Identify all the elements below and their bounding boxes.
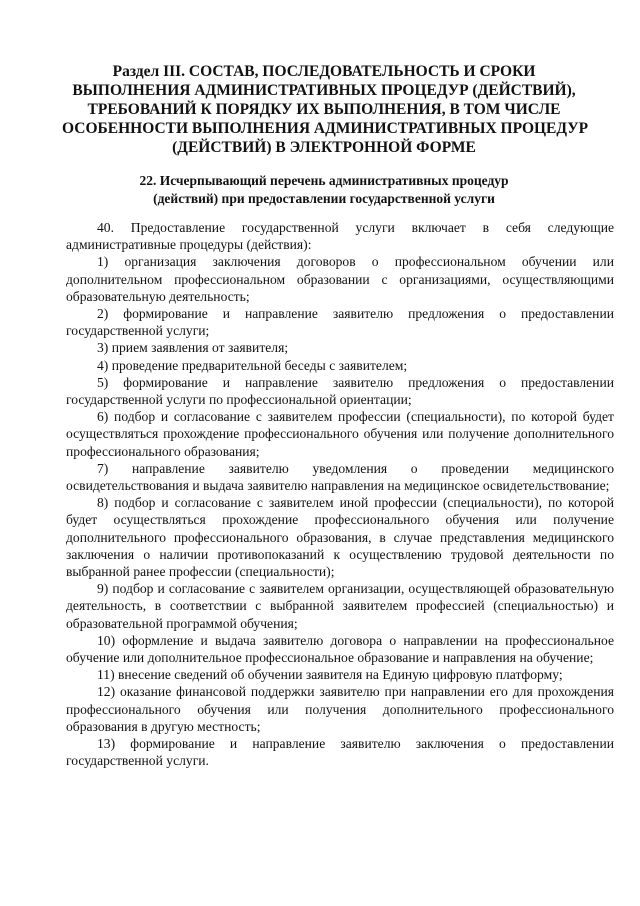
- list-item-4: 4) проведение предварительной беседы с заявителем;: [97, 357, 408, 373]
- section-title: [62, 62, 589, 157]
- section-title-line: ТРЕБОВАНИЙ К ПОРЯДКУ ИХ ВЫПОЛНЕНИЯ, В ТОМ ЧИСЛЕ: [87, 101, 561, 118]
- list-item-3: 3) прием заявления от заявителя;: [97, 340, 289, 356]
- list-item-13: 13) формирование и направление заявителю заключения о предоставлении государственной услуги.: [66, 736, 614, 769]
- list-item-10: 10) оформление и выдача заявителю договора о направлении на профессиональное обучение или дополнительное профессиональное образование и направления на обучение;: [66, 632, 614, 666]
- list-item-12: 12) оказание финансовой поддержки заявителю при направлении его для прохождения профессионального обучения или получения дополнительного профессионального образования в другую местность;: [66, 684, 614, 734]
- subsection-title-line: 22. Исчерпывающий перечень административных процедур: [139, 173, 509, 188]
- list-item-6: 6) подбор и согласование с заявителем профессии (специальности), по которой будет осуществляться прохождение профессионального обучения или получение дополнительного профессионального образования;: [66, 409, 614, 459]
- section-title-line: (ДЕЙСТВИЙ) В ЭЛЕКТРОННОЙ ФОРМЕ: [172, 139, 476, 156]
- body-text: [66, 219, 614, 770]
- list-item-8: 8) подбор и согласование с заявителем иной профессии (специальности), по которой будет осуществляться прохождение профессионального обучения или получение дополнительного профессионального образования, в случае представления медицинского заключения о наличии противопоказаний к осуществлению трудовой деятельности по выбранной ранее профессии (специальности);: [66, 495, 614, 580]
- subsection-title: [62, 172, 586, 208]
- section-title-line: ВЫПОЛНЕНИЯ АДМИНИСТРАТИВНЫХ ПРОЦЕДУР (ДЕЙСТВИЙ),: [72, 82, 576, 99]
- section-title-line: Раздел III. СОСТАВ, ПОСЛЕДОВАТЕЛЬНОСТЬ И СРОКИ: [112, 63, 536, 80]
- paragraph-40-intro: 40. Предоставление государственной услуги включает в себя следующие административные процедуры (действия):: [66, 220, 614, 253]
- section-title-line: ОСОБЕННОСТИ ВЫПОЛНЕНИЯ АДМИНИСТРАТИВНЫХ ПРОЦЕДУР: [62, 120, 589, 137]
- list-item-2: 2) формирование и направление заявителю предложения о предоставлении государственной услуги;: [66, 306, 614, 339]
- list-item-5: 5) формирование и направление заявителю предложения о предоставлении государственной услуги по профессиональной ориентации;: [66, 374, 614, 408]
- list-item-11: 11) внесение сведений об обучении заявителя на Единую цифровую платформу;: [97, 667, 563, 683]
- list-item-9: 9) подбор и согласование с заявителем организации, осуществляющей образовательную деятельность, в соответствии с выбранной заявителем профессией (специальностью) и образовательной программой обучения;: [66, 581, 614, 631]
- list-item-7: 7) направление заявителю уведомления о проведении медицинского освидетельствования и выдача заявителю направления на медицинское освидетельствование;: [66, 460, 614, 494]
- subsection-title-line: (действий) при предоставлении государственной услуги: [153, 191, 495, 206]
- list-item-1: 1) организация заключения договоров о профессиональном обучении или дополнительном профессиональном образовании с организациями, осуществляющими образовательную деятельность;: [66, 254, 614, 304]
